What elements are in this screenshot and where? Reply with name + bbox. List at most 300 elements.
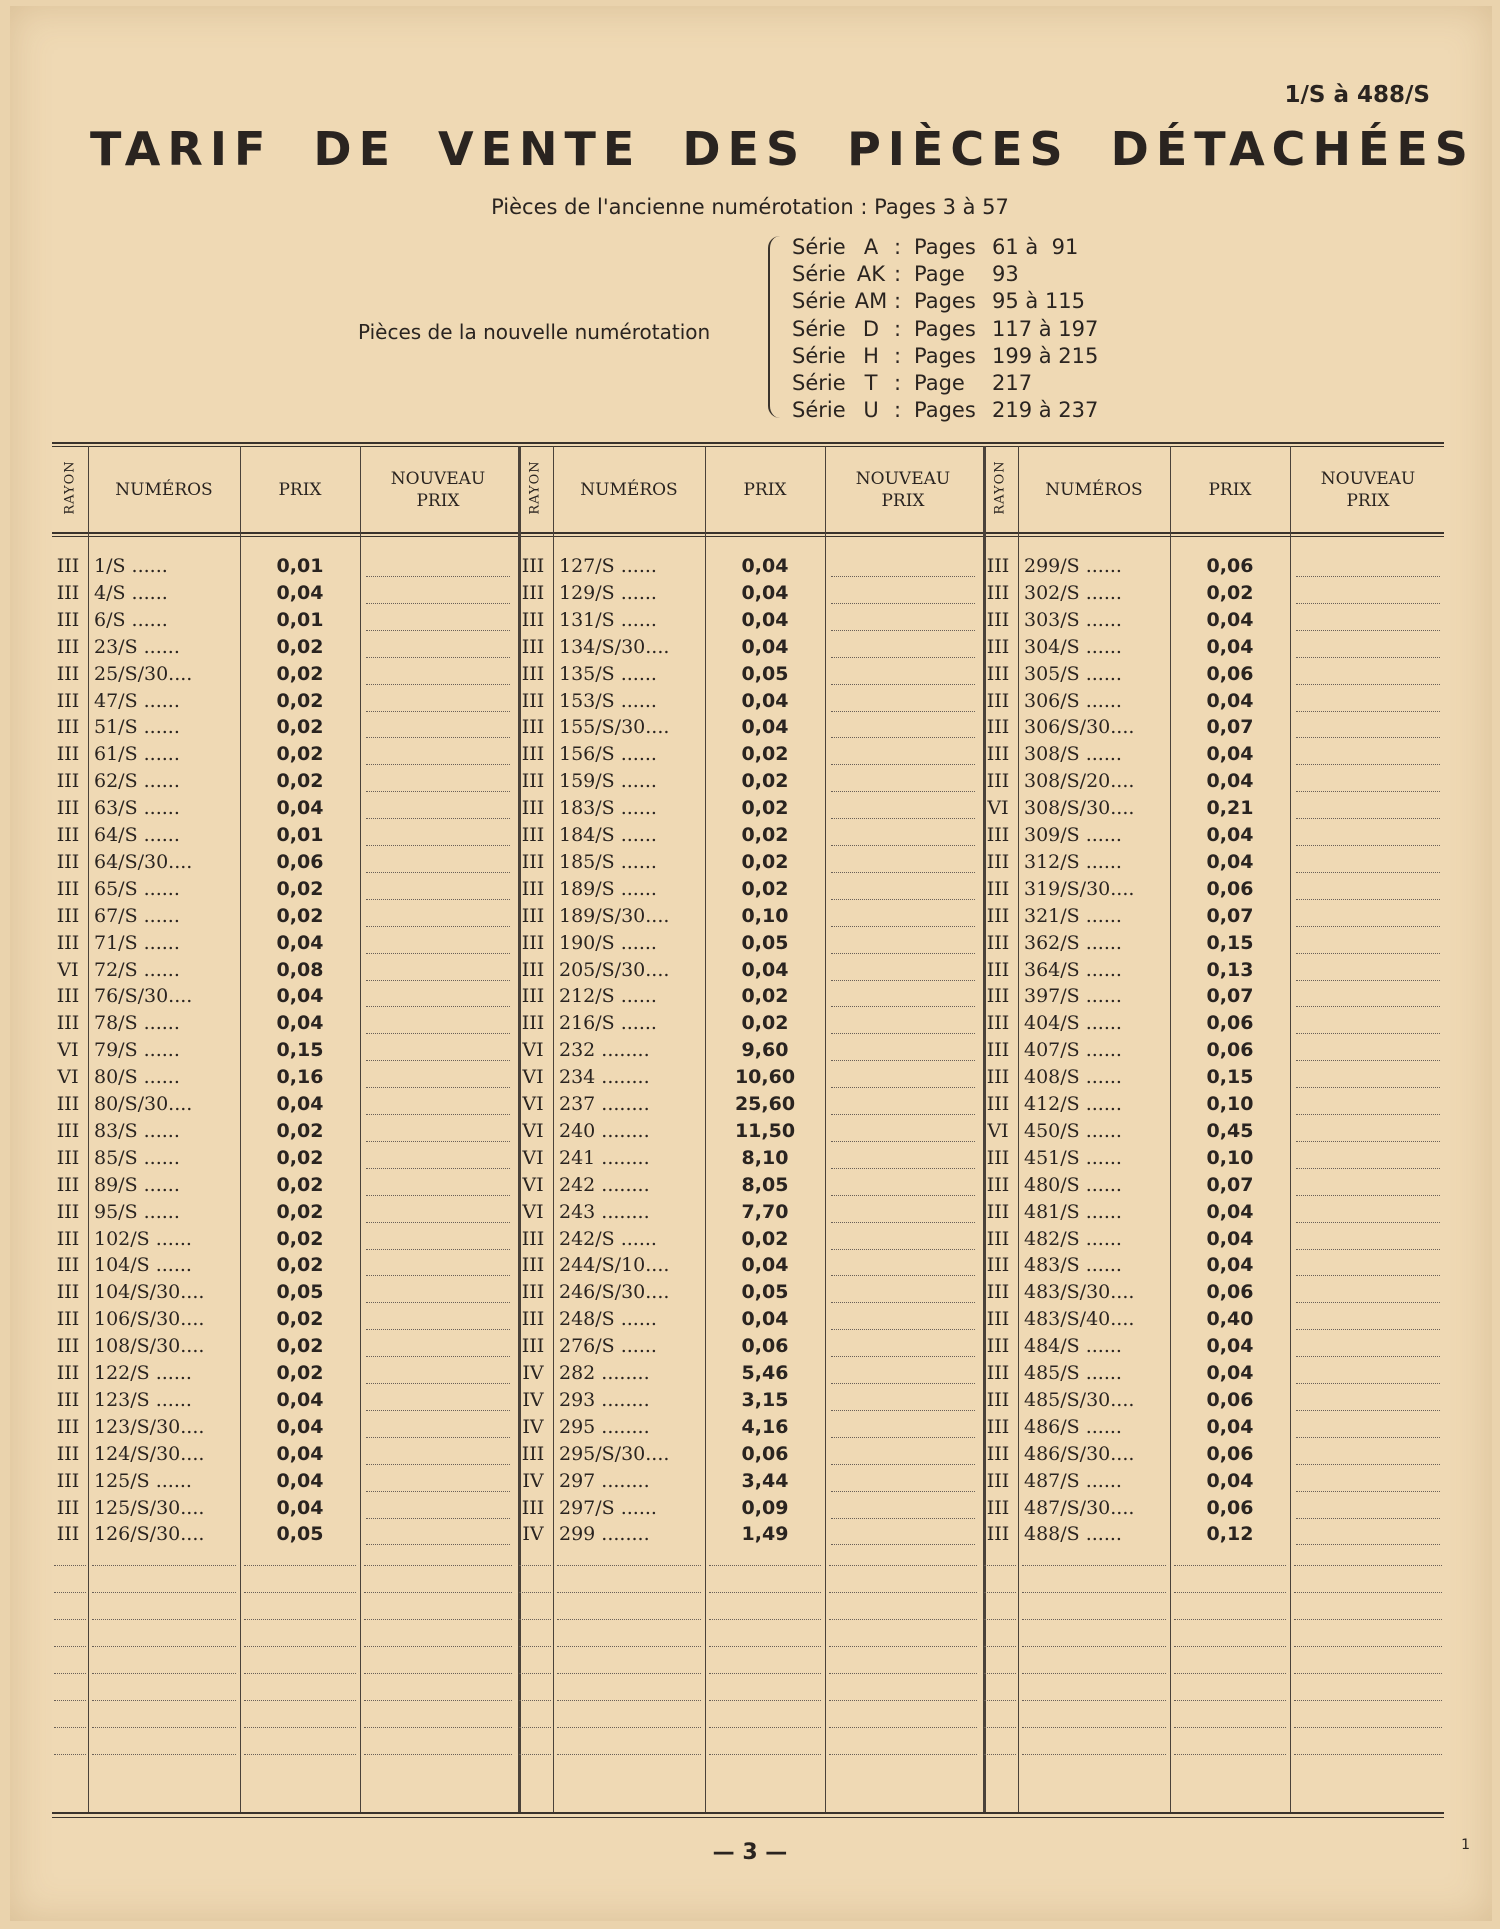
- nouveau-prix-blank: [1296, 1409, 1440, 1411]
- series-colon: :: [894, 235, 902, 259]
- numero-cell: 451/S ......: [1024, 1146, 1122, 1169]
- rayon-cell: III: [521, 743, 545, 766]
- table-row: [517, 634, 981, 661]
- numero-cell: 108/S/30....: [94, 1335, 205, 1358]
- numero-cell: 484/S ......: [1024, 1335, 1122, 1358]
- rayon-cell: III: [56, 743, 80, 766]
- nouveau-prix-blank: [366, 1328, 510, 1330]
- rayon-cell: VI: [522, 1039, 544, 1062]
- prix-cell: 0,12: [1206, 1523, 1254, 1546]
- series-letter: A: [863, 235, 879, 259]
- blank-entry-line: [709, 1592, 821, 1593]
- numero-cell: 62/S ......: [94, 770, 180, 793]
- blank-entry-line: [984, 1727, 1016, 1728]
- blank-entry-line: [1174, 1673, 1286, 1674]
- nouveau-prix-blank: [366, 736, 510, 738]
- series-letter: H: [863, 343, 879, 368]
- numero-cell: 85/S ......: [94, 1146, 180, 1169]
- table-row: [517, 1495, 981, 1522]
- numero-cell: 122/S ......: [94, 1362, 192, 1384]
- prix-cell: 0,04: [276, 1469, 324, 1492]
- numero-cell: 362/S ......: [1024, 931, 1122, 954]
- nouveau-prix-blank: [366, 1113, 510, 1115]
- table-row: [52, 876, 516, 903]
- blank-entry-line: [829, 1700, 977, 1701]
- header-rayon: RAYON: [527, 460, 543, 515]
- blank-entry-line: [244, 1727, 356, 1728]
- nouveau-prix-blank: [1296, 763, 1440, 765]
- rayon-cell: III: [521, 1496, 545, 1519]
- prix-cell: 4,16: [741, 1415, 789, 1438]
- blank-entry-line: [557, 1700, 701, 1701]
- table-row: [517, 1441, 981, 1468]
- numero-cell: 408/S ......: [1024, 1066, 1122, 1089]
- nouveau-prix-blank: [831, 736, 975, 738]
- nouveau-prix-blank: [831, 790, 975, 792]
- rayon-cell: III: [56, 904, 80, 927]
- series-list: [792, 234, 1098, 424]
- header-numeros: NUMÉROS: [1045, 480, 1143, 500]
- table-row: [982, 1468, 1446, 1495]
- nouveau-prix-blank: [366, 1436, 510, 1438]
- numero-cell: 304/S ......: [1024, 635, 1122, 658]
- blank-entry-line: [1294, 1673, 1442, 1674]
- table-row: [52, 849, 516, 876]
- table-row: [517, 688, 981, 715]
- blank-entry-line: [244, 1619, 356, 1620]
- prix-cell: 0,05: [741, 662, 789, 685]
- rayon-cell: III: [56, 1442, 80, 1465]
- numero-cell: 302/S ......: [1024, 581, 1122, 604]
- blank-entry-line: [1294, 1592, 1442, 1593]
- blank-entry-line: [984, 1592, 1016, 1593]
- nouveau-prix-blank: [831, 952, 975, 954]
- rayon-cell: III: [986, 770, 1010, 793]
- header-prix: PRIX: [278, 480, 322, 500]
- nouveau-prix-blank: [831, 683, 975, 685]
- numero-cell: 135/S ......: [559, 662, 657, 685]
- prix-cell: 0,07: [1206, 1173, 1254, 1196]
- prix-cell: 7,70: [741, 1200, 789, 1223]
- table-row: [982, 903, 1446, 930]
- numero-cell: 308/S ......: [1024, 743, 1122, 766]
- nouveau-prix-blank: [831, 925, 975, 927]
- nouveau-prix-blank: [1296, 1436, 1440, 1438]
- blank-entry-line: [54, 1754, 86, 1755]
- numero-cell: 123/S ......: [94, 1388, 192, 1411]
- nouveau-prix-blank: [1296, 979, 1440, 981]
- nouveau-prix-blank: [831, 1194, 975, 1196]
- numero-cell: 4/S ......: [94, 581, 168, 604]
- blank-entry-line: [244, 1700, 356, 1701]
- prix-cell: 0,07: [1206, 985, 1254, 1008]
- series-range: 93: [992, 262, 1019, 287]
- series-range: 61 à 91: [992, 235, 1079, 259]
- numero-cell: 190/S ......: [559, 931, 657, 954]
- numero-cell: 83/S ......: [94, 1119, 180, 1142]
- numero-cell: 240 ........: [559, 1119, 650, 1142]
- rayon-cell: IV: [522, 1362, 544, 1384]
- prix-cell: 0,02: [741, 985, 789, 1008]
- nouveau-prix-blank: [1296, 1221, 1440, 1223]
- rayon-cell: III: [56, 1415, 80, 1438]
- rayon-cell: III: [986, 1146, 1010, 1169]
- blank-entry-line: [519, 1673, 551, 1674]
- table-row: [52, 607, 516, 634]
- blank-entry-line: [557, 1673, 701, 1674]
- table-row: [52, 1145, 516, 1172]
- numero-cell: 51/S ......: [94, 716, 180, 739]
- table-row: [52, 903, 516, 930]
- blank-entry-line: [557, 1619, 701, 1620]
- series-range: 117 à 197: [992, 316, 1099, 341]
- table-row: [52, 1010, 516, 1037]
- rayon-cell: III: [521, 555, 545, 577]
- numero-cell: 299/S ......: [1024, 555, 1122, 577]
- rayon-cell: III: [521, 662, 545, 685]
- series-row: [792, 234, 1098, 261]
- page-number: — 3 —: [712, 1840, 788, 1865]
- numero-cell: 481/S ......: [1024, 1200, 1122, 1223]
- blank-entry-line: [244, 1673, 356, 1674]
- blank-entry-line: [364, 1646, 512, 1647]
- series-word: Série: [792, 398, 846, 423]
- numero-cell: 153/S ......: [559, 689, 657, 712]
- prix-cell: 0,02: [276, 770, 324, 793]
- nouveau-prix-blank: [1296, 817, 1440, 819]
- nouveau-prix-blank: [831, 1274, 975, 1276]
- numero-cell: 237 ........: [559, 1093, 650, 1115]
- rayon-cell: III: [521, 904, 545, 927]
- prix-cell: 0,04: [1206, 824, 1254, 846]
- numero-cell: 63/S ......: [94, 797, 180, 820]
- numero-cell: 407/S ......: [1024, 1039, 1122, 1062]
- nouveau-prix-blank: [1296, 1274, 1440, 1276]
- rayon-cell: III: [521, 770, 545, 793]
- numero-cell: 104/S/30....: [94, 1281, 205, 1304]
- table-row: [52, 822, 516, 849]
- table-row: [982, 1387, 1446, 1414]
- nouveau-prix-blank: [831, 1221, 975, 1223]
- nouveau-prix-blank: [831, 763, 975, 765]
- prix-cell: 0,06: [1206, 1281, 1254, 1304]
- blank-entry-line: [1022, 1700, 1166, 1701]
- table-row: [52, 688, 516, 715]
- prix-cell: 0,45: [1206, 1119, 1254, 1142]
- table-row: [52, 1441, 516, 1468]
- nouveau-prix-blank: [1296, 629, 1440, 631]
- numero-cell: 80/S ......: [94, 1066, 180, 1089]
- numero-cell: 312/S ......: [1024, 850, 1122, 873]
- table-row: [517, 1306, 981, 1333]
- prix-cell: 0,02: [276, 1362, 324, 1384]
- prix-cell: 0,04: [1206, 1415, 1254, 1438]
- blank-entry-line: [519, 1565, 551, 1566]
- nouveau-prix-blank: [366, 710, 510, 712]
- nouveau-prix-blank: [1296, 1059, 1440, 1061]
- blank-entry-line: [54, 1700, 86, 1701]
- series-row: [792, 261, 1098, 288]
- series-pages-word: Page: [914, 371, 965, 396]
- table-row: [52, 1199, 516, 1226]
- blank-entry-line: [1022, 1754, 1166, 1755]
- prix-cell: 0,04: [1206, 635, 1254, 658]
- table-bottom-rule-inner: [52, 1817, 1444, 1818]
- nouveau-prix-blank: [1296, 736, 1440, 738]
- nouveau-prix-blank: [366, 656, 510, 658]
- rayon-cell: III: [521, 1254, 545, 1277]
- table-row: [982, 1521, 1446, 1548]
- numero-cell: 241 ........: [559, 1146, 650, 1169]
- prix-cell: 0,04: [276, 1442, 324, 1465]
- rayon-cell: III: [521, 824, 545, 846]
- blank-entry-line: [364, 1673, 512, 1674]
- table-row: [52, 1172, 516, 1199]
- numero-cell: 299 ........: [559, 1523, 650, 1546]
- table-row: [982, 553, 1446, 580]
- numero-cell: 483/S ......: [1024, 1254, 1122, 1277]
- rayon-cell: III: [986, 1093, 1010, 1115]
- blank-entry-line: [92, 1754, 236, 1755]
- prix-cell: 0,10: [741, 904, 789, 927]
- header-nouveau-prix: NOUVEAU PRIX: [855, 469, 951, 511]
- table-row: [517, 1010, 981, 1037]
- table-row: [982, 822, 1446, 849]
- nouveau-prix-blank: [366, 1301, 510, 1303]
- rayon-cell: VI: [522, 1119, 544, 1142]
- nouveau-prix-blank: [1296, 575, 1440, 577]
- prix-cell: 0,06: [1206, 555, 1254, 577]
- table-row: [517, 580, 981, 607]
- prix-cell: 0,04: [741, 1254, 789, 1277]
- blank-entry-line: [54, 1565, 86, 1566]
- numero-cell: 293 ........: [559, 1388, 650, 1411]
- prix-cell: 0,02: [1206, 581, 1254, 604]
- rayon-cell: III: [986, 1039, 1010, 1062]
- numero-cell: 243 ........: [559, 1200, 650, 1223]
- nouveau-prix-blank: [366, 1086, 510, 1088]
- prix-cell: 0,02: [741, 770, 789, 793]
- table-row: [982, 983, 1446, 1010]
- rayon-cell: III: [986, 635, 1010, 658]
- rayon-cell: III: [986, 1496, 1010, 1519]
- prix-cell: 5,46: [741, 1362, 789, 1384]
- prix-cell: 0,04: [1206, 1254, 1254, 1277]
- prix-cell: 0,02: [276, 1227, 324, 1250]
- table-row: [517, 1252, 981, 1279]
- rayon-cell: III: [986, 1388, 1010, 1411]
- rayon-cell: III: [521, 1012, 545, 1035]
- prix-cell: 0,10: [1206, 1093, 1254, 1115]
- numero-cell: 216/S ......: [559, 1012, 657, 1035]
- table-row: [982, 1118, 1446, 1145]
- rayon-cell: III: [521, 1442, 545, 1465]
- nouveau-prix-blank: [366, 1409, 510, 1411]
- rayon-cell: III: [521, 716, 545, 739]
- numero-cell: 480/S ......: [1024, 1173, 1122, 1196]
- rayon-cell: III: [986, 1173, 1010, 1196]
- prix-cell: 0,04: [1206, 689, 1254, 712]
- table-row: [982, 580, 1446, 607]
- prix-cell: 11,50: [734, 1119, 796, 1142]
- blank-entry-line: [709, 1700, 821, 1701]
- series-letter: AM: [854, 289, 888, 314]
- nouveau-prix-blank: [366, 925, 510, 927]
- numero-cell: 488/S ......: [1024, 1523, 1122, 1546]
- numero-cell: 319/S/30....: [1024, 877, 1135, 900]
- series-word: Série: [792, 289, 846, 314]
- numero-cell: 234 ........: [559, 1066, 650, 1089]
- numero-cell: 297/S ......: [559, 1496, 657, 1519]
- prix-cell: 0,04: [276, 1388, 324, 1411]
- blank-entry-line: [557, 1754, 701, 1755]
- prix-cell: 0,01: [276, 555, 324, 577]
- series-range: 95 à 115: [992, 289, 1086, 314]
- prix-cell: 0,04: [276, 797, 324, 820]
- nouveau-prix-blank: [366, 898, 510, 900]
- blank-entry-line: [557, 1727, 701, 1728]
- nouveau-prix-blank: [831, 1301, 975, 1303]
- prix-cell: 0,08: [276, 958, 324, 981]
- blank-entry-line: [1022, 1646, 1166, 1647]
- blank-entry-line: [1294, 1646, 1442, 1647]
- table-row: [517, 1468, 981, 1495]
- nouveau-prix-blank: [831, 710, 975, 712]
- series-range: 217: [992, 371, 1033, 396]
- rayon-cell: III: [56, 1335, 80, 1358]
- series-letter: D: [862, 316, 880, 341]
- rayon-cell: III: [986, 662, 1010, 685]
- blank-entry-line: [244, 1565, 356, 1566]
- prix-cell: 0,04: [276, 1415, 324, 1438]
- numero-cell: 155/S/30....: [559, 716, 670, 739]
- table-bottom-rule: [52, 1812, 1444, 1814]
- prix-cell: 0,05: [276, 1523, 324, 1546]
- nouveau-prix-blank: [366, 1463, 510, 1465]
- prix-cell: 0,04: [276, 1093, 324, 1115]
- prix-cell: 0,02: [276, 1200, 324, 1223]
- blank-entry-line: [1022, 1619, 1166, 1620]
- prix-cell: 0,04: [741, 958, 789, 981]
- table-row: [982, 714, 1446, 741]
- header-nouveau-prix: NOUVEAU PRIX: [1320, 469, 1416, 511]
- prix-cell: 0,04: [741, 555, 789, 577]
- table-row: [517, 983, 981, 1010]
- rayon-cell: III: [521, 877, 545, 900]
- nouveau-prix-blank: [1296, 898, 1440, 900]
- table-row: [52, 1521, 516, 1548]
- prix-cell: 0,04: [741, 635, 789, 658]
- prix-cell: 0,02: [741, 824, 789, 846]
- rayon-cell: III: [56, 797, 80, 820]
- blank-entry-line: [829, 1754, 977, 1755]
- numero-cell: 47/S ......: [94, 689, 180, 712]
- prix-cell: 0,01: [276, 824, 324, 846]
- series-word: Série: [792, 235, 846, 259]
- nouveau-prix-blank: [366, 817, 510, 819]
- prix-cell: 0,02: [276, 689, 324, 712]
- table-row: [982, 1414, 1446, 1441]
- numero-cell: 482/S ......: [1024, 1227, 1122, 1250]
- blank-entry-line: [557, 1565, 701, 1566]
- series-pages-word: Pages: [914, 343, 976, 368]
- rayon-cell: III: [521, 958, 545, 981]
- numero-cell: 485/S ......: [1024, 1362, 1122, 1384]
- corner-mark: 1: [1461, 1837, 1470, 1853]
- prix-cell: 0,04: [1206, 743, 1254, 766]
- nouveau-prix-blank: [831, 1167, 975, 1169]
- nouveau-prix-blank: [366, 1221, 510, 1223]
- rayon-cell: IV: [522, 1415, 544, 1438]
- blank-entry-line: [519, 1727, 551, 1728]
- table-row: [517, 1414, 981, 1441]
- rayon-cell: III: [521, 931, 545, 954]
- series-row: [792, 316, 1098, 343]
- prix-cell: 0,05: [276, 1281, 324, 1304]
- nouveau-prix-blank: [1296, 844, 1440, 846]
- table-row: [517, 1064, 981, 1091]
- blank-entry-line: [984, 1565, 1016, 1566]
- numero-cell: 65/S ......: [94, 877, 180, 900]
- table-row: [517, 1037, 981, 1064]
- numero-cell: 205/S/30....: [559, 958, 670, 981]
- series-range: 199 à 215: [992, 343, 1099, 368]
- table-row: [517, 1118, 981, 1145]
- nouveau-prix-blank: [366, 1032, 510, 1034]
- blank-entry-line: [829, 1646, 977, 1647]
- numero-cell: 125/S ......: [94, 1469, 192, 1492]
- blank-entry-line: [244, 1592, 356, 1593]
- table-row: [52, 1468, 516, 1495]
- numero-cell: 232 ........: [559, 1039, 650, 1062]
- prix-cell: 0,04: [741, 581, 789, 604]
- table-row: [982, 876, 1446, 903]
- blank-entry-line: [54, 1646, 86, 1647]
- nouveau-prix-blank: [831, 1086, 975, 1088]
- prix-cell: 0,02: [741, 877, 789, 900]
- rayon-cell: III: [986, 931, 1010, 954]
- series-pages-word: Pages: [914, 289, 976, 314]
- nouveau-prix-blank: [831, 1543, 975, 1545]
- nouveau-prix-blank: [831, 1409, 975, 1411]
- rayon-cell: III: [56, 1281, 80, 1304]
- prix-cell: 0,04: [1206, 1335, 1254, 1358]
- blank-entry-line: [244, 1754, 356, 1755]
- nouveau-prix-blank: [1296, 710, 1440, 712]
- rayon-cell: III: [56, 824, 80, 846]
- prix-cell: 8,10: [741, 1146, 789, 1169]
- rayon-cell: IV: [522, 1523, 544, 1546]
- nouveau-prix-blank: [366, 844, 510, 846]
- table-row: [52, 1064, 516, 1091]
- blank-entry-line: [1294, 1754, 1442, 1755]
- prix-cell: 0,02: [741, 850, 789, 873]
- blank-entry-line: [519, 1700, 551, 1701]
- blank-entry-line: [829, 1673, 977, 1674]
- blank-entry-line: [519, 1754, 551, 1755]
- table-row: [517, 1145, 981, 1172]
- series-colon: :: [894, 371, 902, 396]
- prix-cell: 8,05: [741, 1173, 789, 1196]
- prix-cell: 0,06: [1206, 1039, 1254, 1062]
- nouveau-prix-blank: [831, 602, 975, 604]
- part-range: 1/S à 488/S: [1284, 82, 1430, 108]
- prix-cell: 0,04: [276, 581, 324, 604]
- rayon-cell: VI: [522, 1066, 544, 1089]
- table-row: [982, 1495, 1446, 1522]
- rayon-cell: III: [521, 985, 545, 1008]
- rayon-cell: III: [986, 581, 1010, 604]
